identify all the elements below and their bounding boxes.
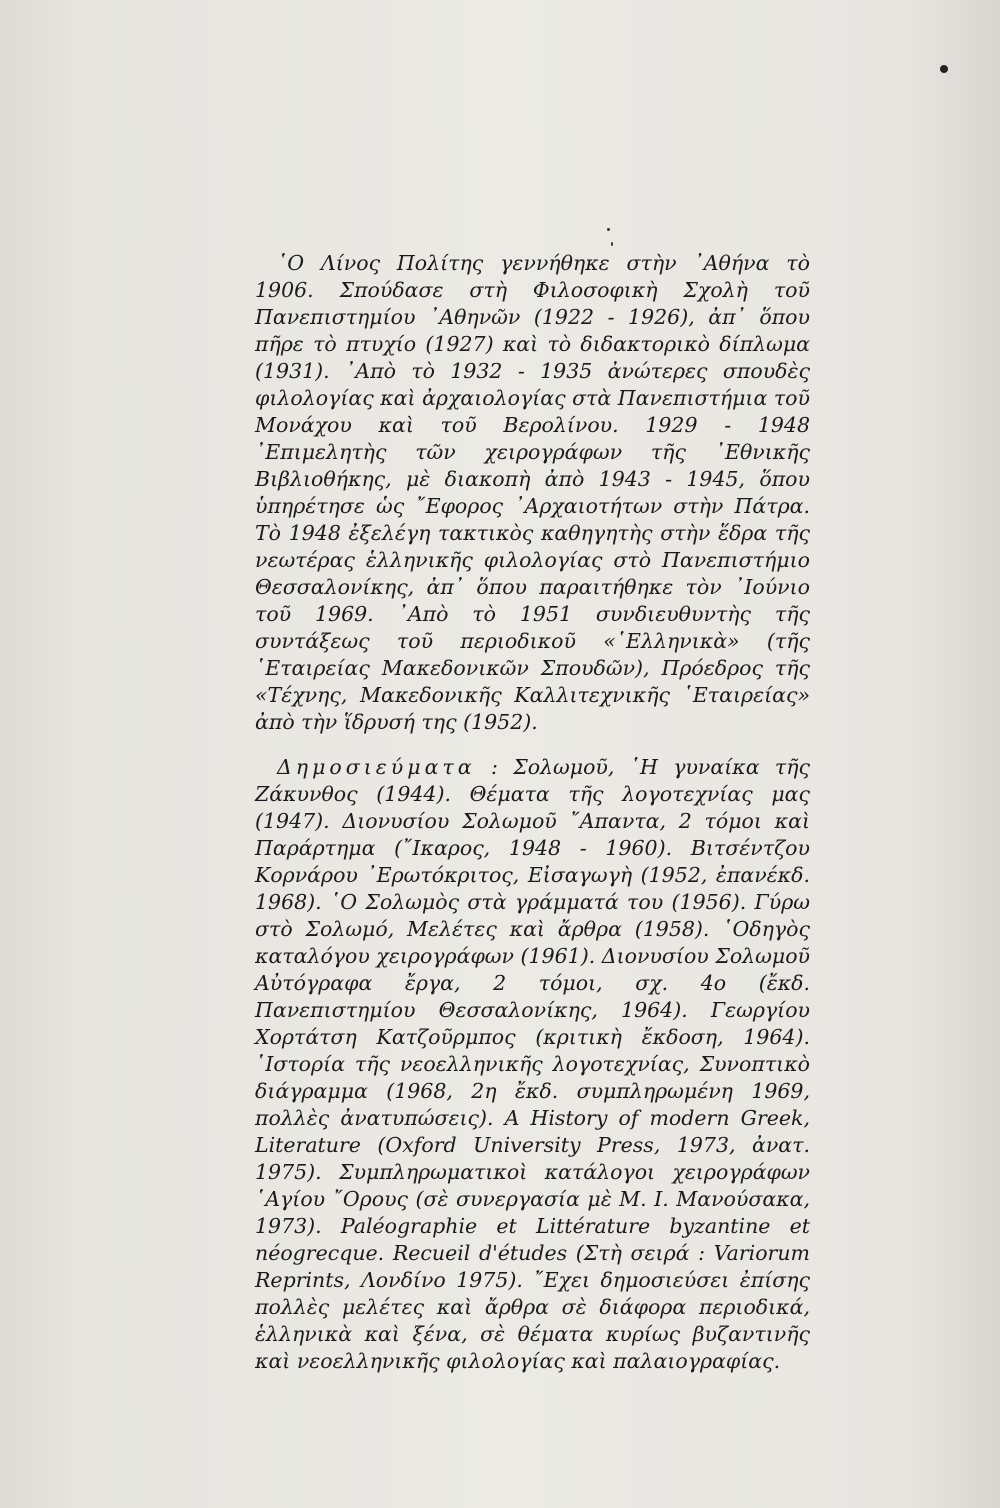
publications-heading: Δημοσιεύματα: [277, 755, 476, 779]
author-bio-text: [255, 250, 810, 1375]
publications-separator: :: [475, 755, 514, 779]
biography-paragraph: ῾Ο Λίνος Πολίτης γεννήθηκε στὴν ᾿Αθήνα τὸ 1906. Σπούδασε στὴ Φιλοσοφικὴ Σχολὴ τοῦ Πανεπιστημίου ᾿Αθηνῶν (1922 - 1926), ἀπ᾿ ὅπου πῆρε τὸ πτυχίο (1927) καὶ τὸ διδακτορικὸ δίπλωμα (1931). ᾿Απὸ τὸ 1932 - 1935 ἀνώτερες σπουδὲς φιλολογίας καὶ ἀρχαιολογίας στὰ Πανεπιστήμια τοῦ Μονάχου καὶ τοῦ Βερολίνου. 1929 - 1948 ᾿Επιμελητὴς τῶν χειρογράφων τῆς ᾿Εθνικῆς Βιβλιοθήκης, μὲ διακοπὴ ἀπὸ 1943 - 1945, ὅπου ὑπηρέτησε ὡς ῎Εφορος ᾿Αρχαιοτήτων στὴν Πάτρα. Τὸ 1948 ἐξελέγη τακτικὸς καθηγητὴς στὴν ἕδρα τῆς νεωτέρας ἑλληνικῆς φιλολογίας στὸ Πανεπιστήμιο Θεσσαλονίκης, ἀπ᾿ ὅπου παραιτήθηκε τὸν ᾿Ιούνιο τοῦ 1969. ᾿Απὸ τὸ 1951 συνδιευθυντὴς τῆς συντάξεως τοῦ περιοδικοῦ «῾Ελληνικὰ» (τῆς ῾Εταιρείας Μακεδονικῶν Σπουδῶν), Πρόεδρος τῆς «Τέχνης, Μακεδονικῆς Καλλιτεχνικῆς ῾Εταιρείας» ἀπὸ τὴν ἵδρυσή της (1952).: [255, 251, 810, 734]
publications-list: Σολωμοῦ, ῾Η γυναίκα τῆς Ζάκυνθος (1944). Θέματα τῆς λογοτεχνίας μας (1947). Διονυσίου Σολωμοῦ ῎Απαντα, 2 τόμοι καὶ Παράρτημα (῎Ικαρος, 1948 - 1960). Βιτσέντζου Κορνάρου ᾿Ερωτόκριτος, Εἰσαγωγὴ (1952, ἐπανέκδ. 1968). ῾Ο Σολωμὸς στὰ γράμματά του (1956). Γύρω στὸ Σολωμό, Μελέτες καὶ ἄρθρα (1958). ῾Οδηγὸς καταλόγου χειρογράφων (1961). Διονυσίου Σολωμοῦ Αὐτόγραφα ἔργα, 2 τόμοι, σχ. 4ο (ἔκδ. Πανεπιστημίου Θεσσαλονίκης, 1964). Γεωργίου Χορτάτση Κατζοῦρμπος (κριτικὴ ἔκδοση, 1964). ῾Ιστορία τῆς νεοελληνικῆς λογοτεχνίας, Συνοπτικὸ διάγραμμα (1968, 2η ἔκδ. συμπληρωμένη 1969, πολλὲς ἀνατυπώσεις). A History of modern Greek, Literature (Oxford University Press, 1973, ἀνατ. 1975). Συμπληρωματικοὶ κατάλογοι χειρογράφων ῾Αγίου ῎Ορους (σὲ συνεργασία μὲ Μ. Ι. Μανούσακα, 1973). Paléographie et Littérature byzantine et néogrecque. Recueil d'études (Στὴ σειρά : Variorum Reprints, Λονδίνο 1975). ῎Εχει δημοσιεύσει ἐπίσης πολλὲς μελέτες καὶ ἄρθρα σὲ διάφορα περιοδικά, ἑλληνικὰ καὶ ξένα, σὲ θέματα κυρίως βυζαντινῆς καὶ νεοελληνικῆς φιλολογίας καὶ παλαιογραφίας.: [255, 755, 810, 1373]
ink-speck: [611, 242, 613, 246]
ink-dot: [940, 65, 948, 73]
ink-speck: [607, 228, 610, 231]
publications-paragraph: [255, 754, 810, 1375]
